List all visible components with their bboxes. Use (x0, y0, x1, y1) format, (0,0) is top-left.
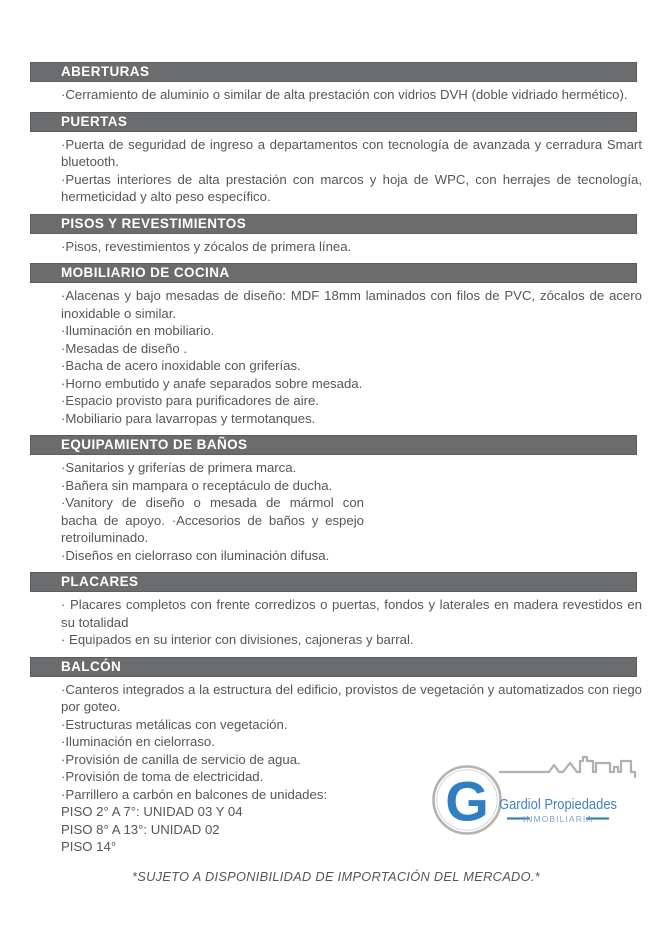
spec-section (30, 112, 642, 206)
spec-item: ·Mesadas de diseño . (61, 340, 188, 356)
section-items (30, 136, 642, 206)
section-items (30, 459, 642, 564)
logo-letter: G (445, 769, 489, 833)
spec-section (30, 263, 642, 427)
spec-item: ·Estructuras metálicas con vegetación. (61, 716, 288, 732)
spec-item: ·Iluminación en cielorraso. (61, 734, 215, 749)
spec-item: ·Puerta de seguridad de ingreso a departamentos con tecnología de avanzada y cerradura Smart bluetooth. (61, 136, 642, 169)
skyline-icon (500, 757, 635, 777)
section-header (30, 112, 637, 132)
brand-logo (430, 752, 646, 846)
spec-item: · Placares completos con frente corredizos o puertas, fondos y laterales en madera revestidos en su totalidad (61, 597, 642, 630)
spec-item: PISO 8° A 13°: UNIDAD 02 (61, 821, 220, 837)
footer-note: *SUJETO A DISPONIBILIDAD DE IMPORTACIÓN DEL MERCADO.* (132, 868, 540, 884)
spec-section (30, 572, 642, 649)
section-title: MOBILIARIO DE COCINA (61, 265, 230, 280)
spec-item: PISO 14° (61, 839, 117, 854)
spec-item: ·Vanitory de diseño o mesada de mármol con bacha de apoyo. ·Accesorios de baños y espejo retroiluminado. (61, 495, 364, 545)
section-header (30, 572, 637, 592)
section-items (30, 287, 642, 427)
spec-item: ·Bañera sin mampara o receptáculo de ducha. (61, 477, 333, 493)
spec-item: ·Iluminación en mobiliario. (61, 323, 215, 338)
spec-item: ·Provisión de toma de electricidad. (61, 769, 264, 784)
spec-item: ·Sanitarios y griferías de primera marca. (61, 460, 297, 475)
section-items (30, 238, 642, 256)
spec-item: ·Alacenas y bajo mesadas de diseño: MDF 18mm laminados con filos de PVC, zócalos de acero inoxidable o similar. (61, 288, 642, 321)
section-header (30, 657, 637, 677)
section-title: PUERTAS (61, 113, 128, 129)
spec-section (30, 214, 642, 256)
section-title: EQUIPAMIENTO DE BAÑOS (61, 437, 248, 452)
spec-section (30, 435, 642, 564)
section-title: PLACARES (61, 574, 139, 589)
logo-brand-text: Gardiol Propiedades (499, 796, 617, 813)
spec-item: ·Parrillero a carbón en balcones de unidades: (61, 786, 328, 802)
section-title: PISOS Y REVESTIMIENTOS (61, 215, 247, 231)
logo-tagline: INMOBILIARIA (522, 814, 594, 824)
section-header (30, 263, 637, 283)
spec-item: ·Puertas interiores de alta prestación con marcos y hoja de WPC, con herrajes de tecnología, hermeticidad y alto peso específico. (61, 171, 642, 204)
sections-container (30, 62, 642, 856)
section-title: BALCÓN (61, 658, 122, 674)
section-header (30, 435, 637, 455)
spec-item: ·Diseños en cielorraso con iluminación difusa. (61, 547, 330, 563)
spec-item: ·Horno embutido y anafe separados sobre mesada. (61, 375, 363, 391)
spec-item: ·Provisión de canilla de servicio de agua. (61, 751, 301, 767)
spec-item: ·Cerramiento de aluminio o similar de alta prestación con vidrios DVH (doble vidriado hermético). (61, 87, 628, 102)
spec-item: · Equipados en su interior con divisiones, cajoneras y barral. (61, 632, 414, 647)
spec-item: PISO 2° A 7°: UNIDAD 03 Y 04 (61, 804, 243, 819)
section-header (30, 62, 637, 82)
spec-item: ·Espacio provisto para purificadores de aire. (61, 393, 320, 408)
spec-item: ·Pisos, revestimientos y zócalos de primera línea. (61, 238, 352, 254)
spec-section (30, 62, 642, 104)
section-items (30, 86, 642, 104)
section-title: ABERTURAS (61, 64, 150, 79)
spec-item: ·Mobiliario para lavarropas y termotanques. (61, 410, 316, 426)
spec-item: ·Bacha de acero inoxidable con griferías. (61, 358, 301, 373)
section-items (30, 596, 642, 649)
spec-item: ·Canteros integrados a la estructura del edificio, provistos de vegetación y automatizados con riego por goteo. (61, 681, 642, 714)
section-header (30, 214, 637, 234)
